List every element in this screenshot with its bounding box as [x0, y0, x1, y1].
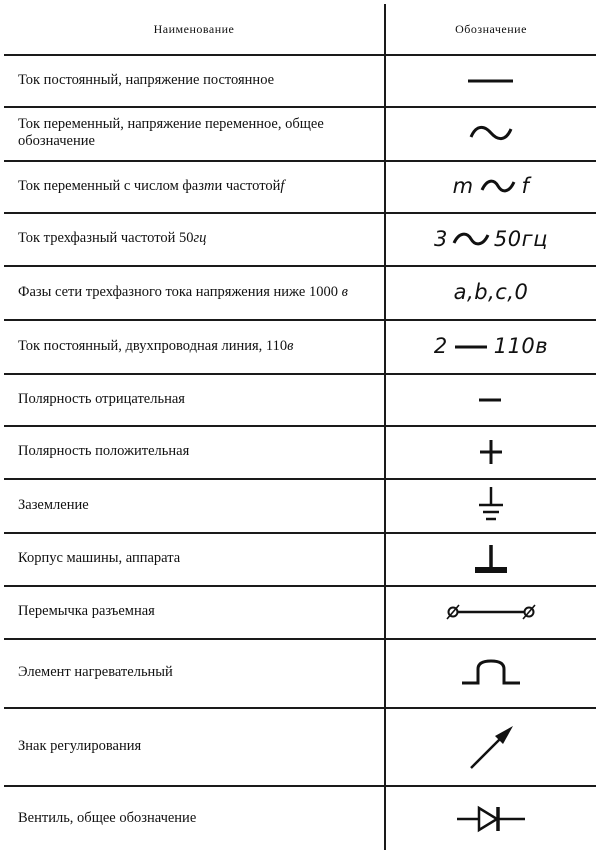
row-name: Полярность отрицательная	[18, 390, 185, 407]
row-name: Ток переменный, напряжение переменное, общее обозначение	[18, 116, 324, 149]
row-symbol	[386, 478, 596, 532]
tilde-icon	[461, 118, 521, 148]
row-symbol	[386, 638, 596, 707]
row-symbol	[386, 785, 596, 852]
frequency-label: f	[521, 174, 530, 198]
row-name: Знак регулирования	[18, 737, 142, 754]
row-symbol	[386, 54, 596, 106]
row-name: Фазы сети трехфазного тока напряжения ниже 1000 в	[18, 283, 348, 300]
row-name: Корпус машины, аппарата	[18, 550, 181, 566]
row-symbol	[386, 160, 596, 212]
row-name: Ток постоянный, напряжение постоянное	[18, 71, 275, 88]
row-symbol	[386, 319, 596, 373]
detachable-link-icon	[441, 600, 541, 624]
heating-element-icon	[456, 653, 526, 693]
adjustment-arrow-icon	[461, 716, 521, 776]
tilde-icon	[450, 227, 492, 251]
row-name: Ток переменный с числом фаз m и частотой f	[18, 177, 285, 194]
row-symbol	[386, 212, 596, 265]
row-symbol	[386, 707, 596, 785]
row-symbol	[386, 532, 596, 585]
row-name: Заземление	[18, 496, 89, 513]
chassis-icon	[469, 539, 513, 579]
minus-icon	[471, 389, 511, 409]
row-name: Элемент нагревательный	[18, 664, 173, 680]
phase-labels: a,b,c,0	[453, 280, 529, 304]
phase-count-label: 3	[434, 226, 448, 251]
header-name-column: Наименование	[153, 21, 235, 36]
dc-line-icon	[461, 70, 521, 90]
row-symbol	[386, 373, 596, 425]
row-name: Вентиль, общее обозначение	[18, 810, 197, 826]
phase-count-label: m	[452, 174, 474, 198]
row-name: Перемычка разъемная	[18, 603, 155, 619]
plus-icon	[471, 435, 511, 469]
row-name: Ток постоянный, двухпроводная линия, 110 в	[18, 337, 294, 354]
header-symbol-column: Обозначение	[455, 21, 527, 36]
frequency-label: 50гц	[493, 226, 548, 251]
row-symbol	[386, 425, 596, 478]
wire-count-label: 2	[433, 334, 448, 358]
row-name: Ток трехфазный частотой 50 гц	[18, 230, 207, 246]
row-symbol	[386, 265, 596, 319]
ground-icon	[471, 483, 511, 527]
dc-line-icon	[451, 336, 491, 356]
row-symbol	[386, 585, 596, 638]
row-symbol	[386, 106, 596, 160]
diode-icon	[451, 802, 531, 836]
tilde-icon	[478, 174, 518, 198]
row-name: Полярность положительная	[18, 443, 190, 459]
voltage-label: 110в	[493, 334, 549, 358]
